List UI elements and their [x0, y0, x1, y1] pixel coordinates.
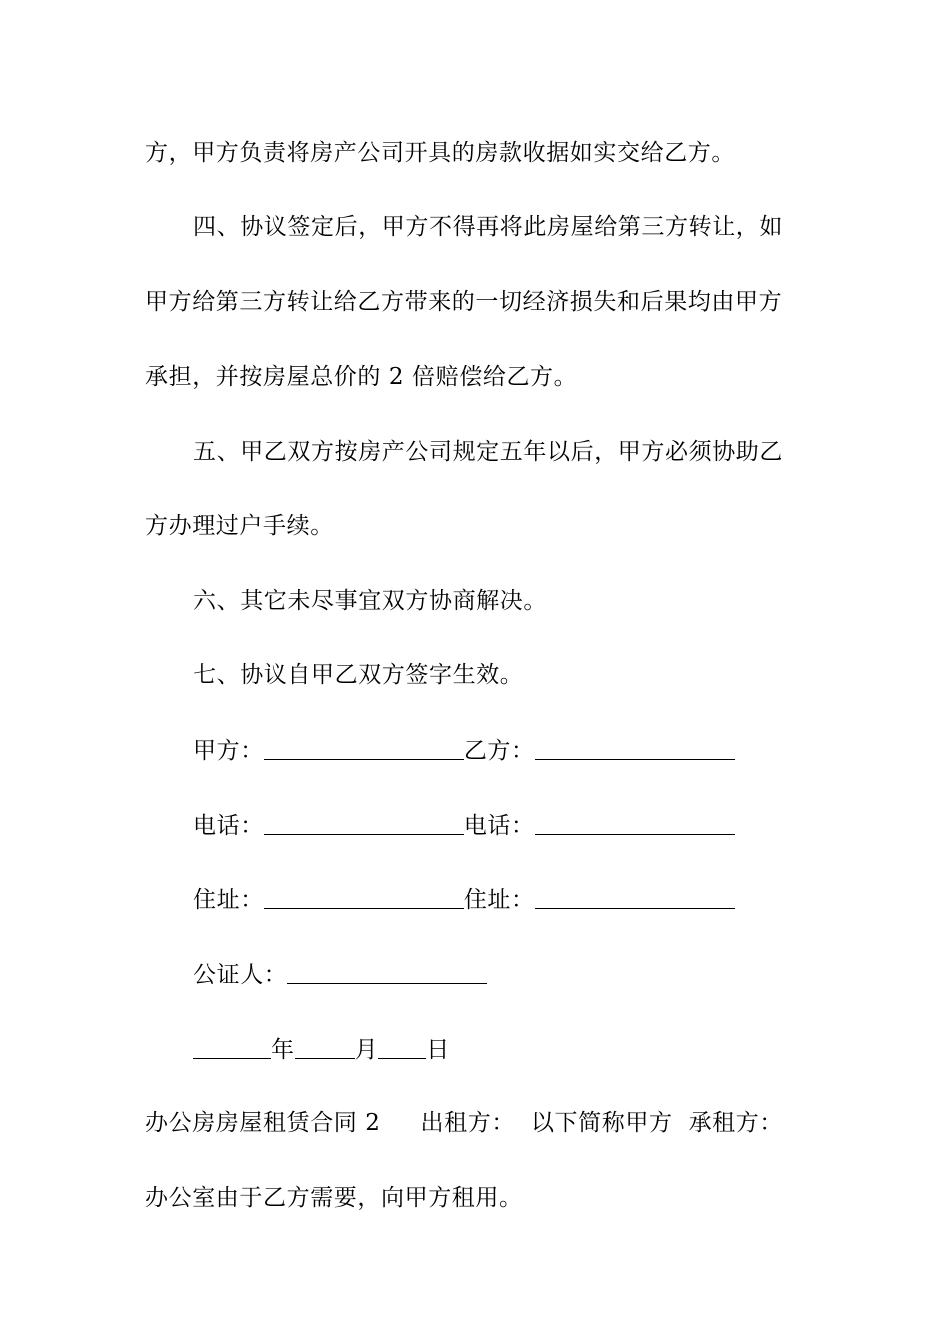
paragraph-line: 甲方给第三方转让给乙方带来的一切经济损失和后果均由甲方: [145, 289, 783, 315]
date-row: [193, 1034, 873, 1065]
next-contract-line: 办公室由于乙方需要，向甲方租用。: [145, 1185, 523, 1211]
paragraph-line: 承担，并按房屋总价的 2 倍赔偿给乙方。: [145, 364, 578, 390]
party-b-label: 乙方：: [463, 738, 535, 764]
address-b-label: 住址：: [463, 887, 535, 913]
address-b-blank: [535, 884, 735, 909]
address-a-label: 住址：: [193, 887, 264, 913]
lessor-note: 以下简称甲方: [530, 1110, 673, 1136]
year-blank: [193, 1034, 271, 1059]
notary-blank: [287, 959, 487, 984]
phone-a-label: 电话：: [193, 813, 264, 839]
year-label: 年: [271, 1037, 295, 1063]
day-blank: [378, 1034, 426, 1059]
phone-b-blank: [535, 810, 735, 835]
address-a-blank: [264, 884, 464, 909]
lessee-label: 承租方：: [688, 1110, 783, 1136]
party-a-label: 甲方：: [193, 738, 264, 764]
month-label: 月: [354, 1037, 379, 1063]
paragraph-line: 方办理过户手续。: [145, 513, 334, 539]
phone-a-blank: [264, 810, 464, 835]
clause-six-line: 六、其它未尽事宜双方协商解决。: [193, 588, 547, 614]
next-contract-heading-row: [145, 1108, 825, 1138]
clause-seven-line: 七、协议自甲乙双方签字生效。: [193, 662, 524, 688]
party-b-blank: [535, 735, 735, 760]
party-signature-row: [193, 735, 873, 766]
phone-b-label: 电话：: [463, 813, 535, 839]
paragraph-line: 方，甲方负责将房产公司开具的房款收据如实交给乙方。: [145, 140, 735, 166]
month-blank: [295, 1034, 355, 1059]
party-a-blank: [264, 735, 464, 760]
contract-title: 办公房房屋租赁合同 2: [145, 1110, 381, 1136]
clause-four-line: 四、协议签定后，甲方不得再将此房屋给第三方转让，如: [193, 214, 783, 240]
clause-five-line: 五、甲乙双方按房产公司规定五年以后，甲方必须协助乙: [193, 439, 783, 465]
phone-row: [193, 810, 873, 841]
lessor-label: 出租方：: [420, 1110, 515, 1136]
notary-label: 公证人：: [193, 962, 288, 988]
day-label: 日: [426, 1037, 450, 1063]
notary-row: [193, 959, 873, 990]
address-row: [193, 884, 873, 915]
